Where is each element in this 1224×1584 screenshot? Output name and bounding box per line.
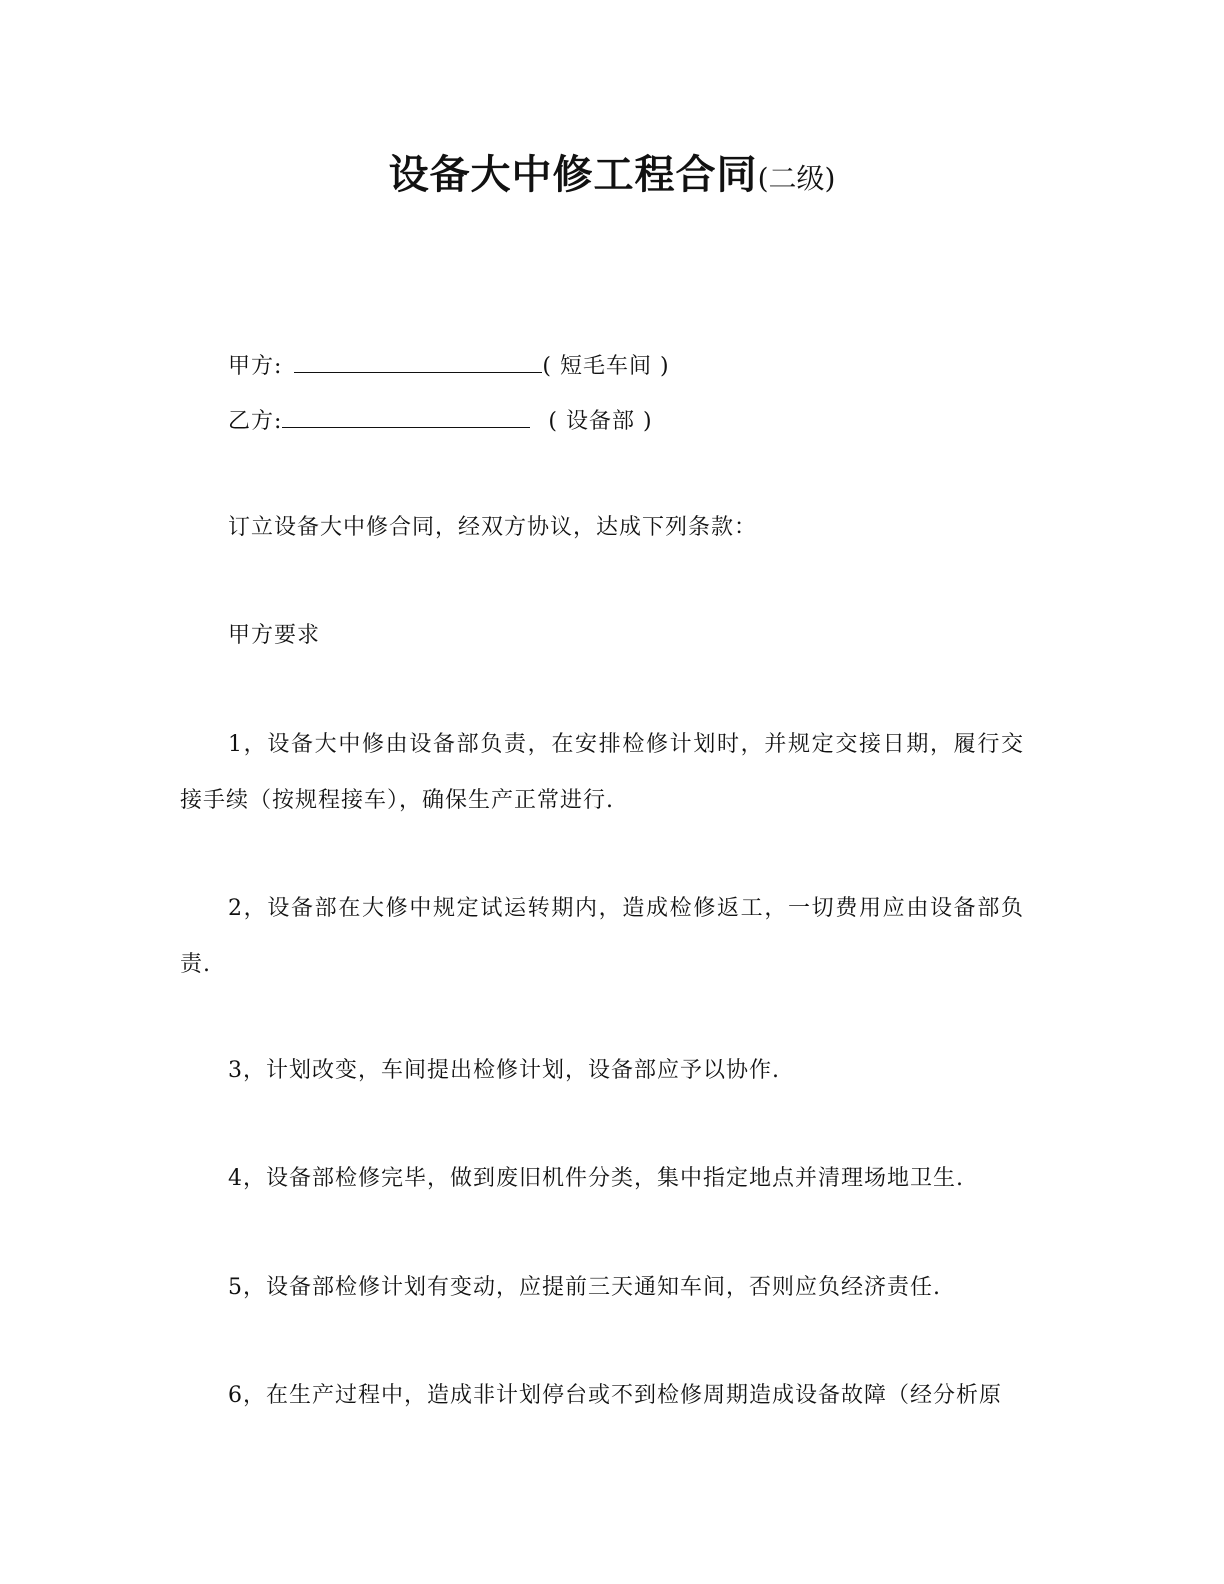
party-b-blank <box>282 405 530 428</box>
party-b-note: ( 设备部 ) <box>548 409 653 434</box>
intro-text: 订立设备大中修合同，经双方协议，达成下列条款： <box>228 515 758 540</box>
clause-1: 1，设备大中修由设备部负责，在安排检修计划时，并规定交接日期，履行交接手续（按规程接车），确保生产正常进行. <box>180 732 1024 813</box>
clause-4: 4，设备部检修完毕，做到废旧机件分类，集中指定地点并清理场地卫生. <box>228 1166 964 1191</box>
section-heading: 甲方要求 <box>228 623 321 648</box>
clause-6: 6，在生产过程中，造成非计划停台或不到检修周期造成设备故障（经分析原 <box>228 1383 1002 1408</box>
party-a-line <box>228 350 670 382</box>
party-a-label: 甲方: <box>228 354 283 379</box>
title-grade: (二级) <box>757 162 836 195</box>
party-b-line <box>228 405 653 437</box>
title-main: 设备大中修工程合同 <box>388 152 758 198</box>
party-b-label: 乙方: <box>228 409 283 434</box>
clause-5: 5，设备部检修计划有变动，应提前三天通知车间，否则应负经济责任. <box>228 1275 941 1300</box>
party-a-note: ( 短毛车间 ) <box>542 354 670 379</box>
party-a-blank <box>294 350 542 373</box>
clause-3: 3，计划改变，车间提出检修计划，设备部应予以协作. <box>228 1058 780 1083</box>
clause-2: 2，设备部在大修中规定试运转期内，造成检修返工，一切费用应由设备部负责. <box>180 896 1024 977</box>
document-title <box>0 143 1224 200</box>
